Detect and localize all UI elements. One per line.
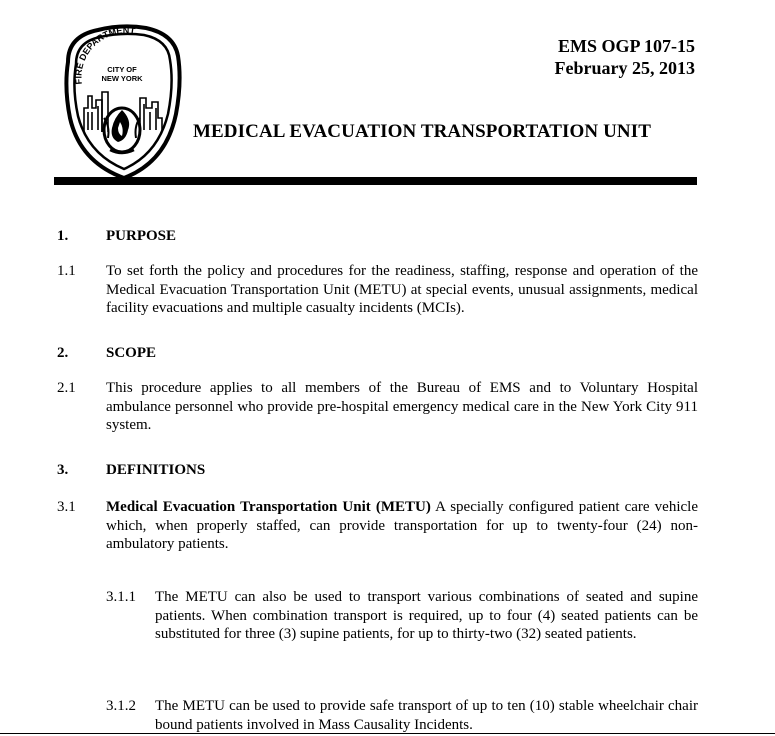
item-number-2-1: 2.1	[57, 380, 76, 396]
logo-city-of: CITY OF	[107, 65, 137, 74]
item-text-2-1: This procedure applies to all members of the Bureau of EMS and to Voluntary Hospital ambulance personnel who provide pre-hospital emergency medical care in the New York City 911 system.	[106, 380, 698, 433]
logo-arc-text: FIRE DEPARTMENT	[73, 25, 136, 85]
flame-emblem-icon	[104, 108, 140, 153]
item-number-3-1: 3.1	[57, 499, 76, 515]
section-heading-definitions: DEFINITIONS	[106, 462, 206, 478]
subitem-text-3-1-1: The METU can also be used to transport various combinations of seated and supine patients. When combination transport is required, up to four (4) seated patients can be substituted for three (3) supine patients, for up to thirty-two (32) seated patients.	[155, 589, 698, 642]
section-heading-scope: SCOPE	[106, 345, 157, 361]
definition-term-metu: Medical Evacuation Transportation Unit (METU)	[106, 499, 431, 515]
document-number: EMS OGP 107-15	[557, 36, 695, 56]
item-number-1-1: 1.1	[57, 263, 76, 279]
header-divider	[54, 177, 697, 185]
fdny-logo	[58, 22, 186, 182]
item-text-1-1: To set forth the policy and procedures for the readiness, staffing, response and operation of the Medical Evacuation Transportation Unit (METU) at special events, unusual assignments, medical facility evacuations and multiple casualty incidents (MCIs).	[106, 263, 698, 316]
document-date: February 25, 2013	[554, 58, 695, 78]
document-title: MEDICAL EVACUATION TRANSPORTATION UNIT	[193, 121, 651, 142]
bottom-border	[0, 733, 775, 734]
section-number-scope: 2.	[57, 345, 69, 361]
item-text-3-1	[106, 498, 698, 554]
logo-new-york: NEW YORK	[101, 74, 143, 83]
section-number-purpose: 1.	[57, 228, 69, 244]
subitem-text-3-1-2: The METU can be used to provide safe transport of up to ten (10) stable wheelchair chair bound patients involved in Mass Causality Incidents.	[155, 698, 698, 733]
definition-text-metu: A specially configured patient care vehicle which, when properly staffed, can provide transportation for up to twenty-four (24) non-ambulatory patients.	[106, 499, 698, 552]
subitem-number-3-1-2: 3.1.2	[106, 698, 136, 714]
section-number-definitions: 3.	[57, 462, 69, 478]
section-heading-purpose: PURPOSE	[106, 228, 177, 244]
subitem-number-3-1-1: 3.1.1	[106, 589, 136, 605]
